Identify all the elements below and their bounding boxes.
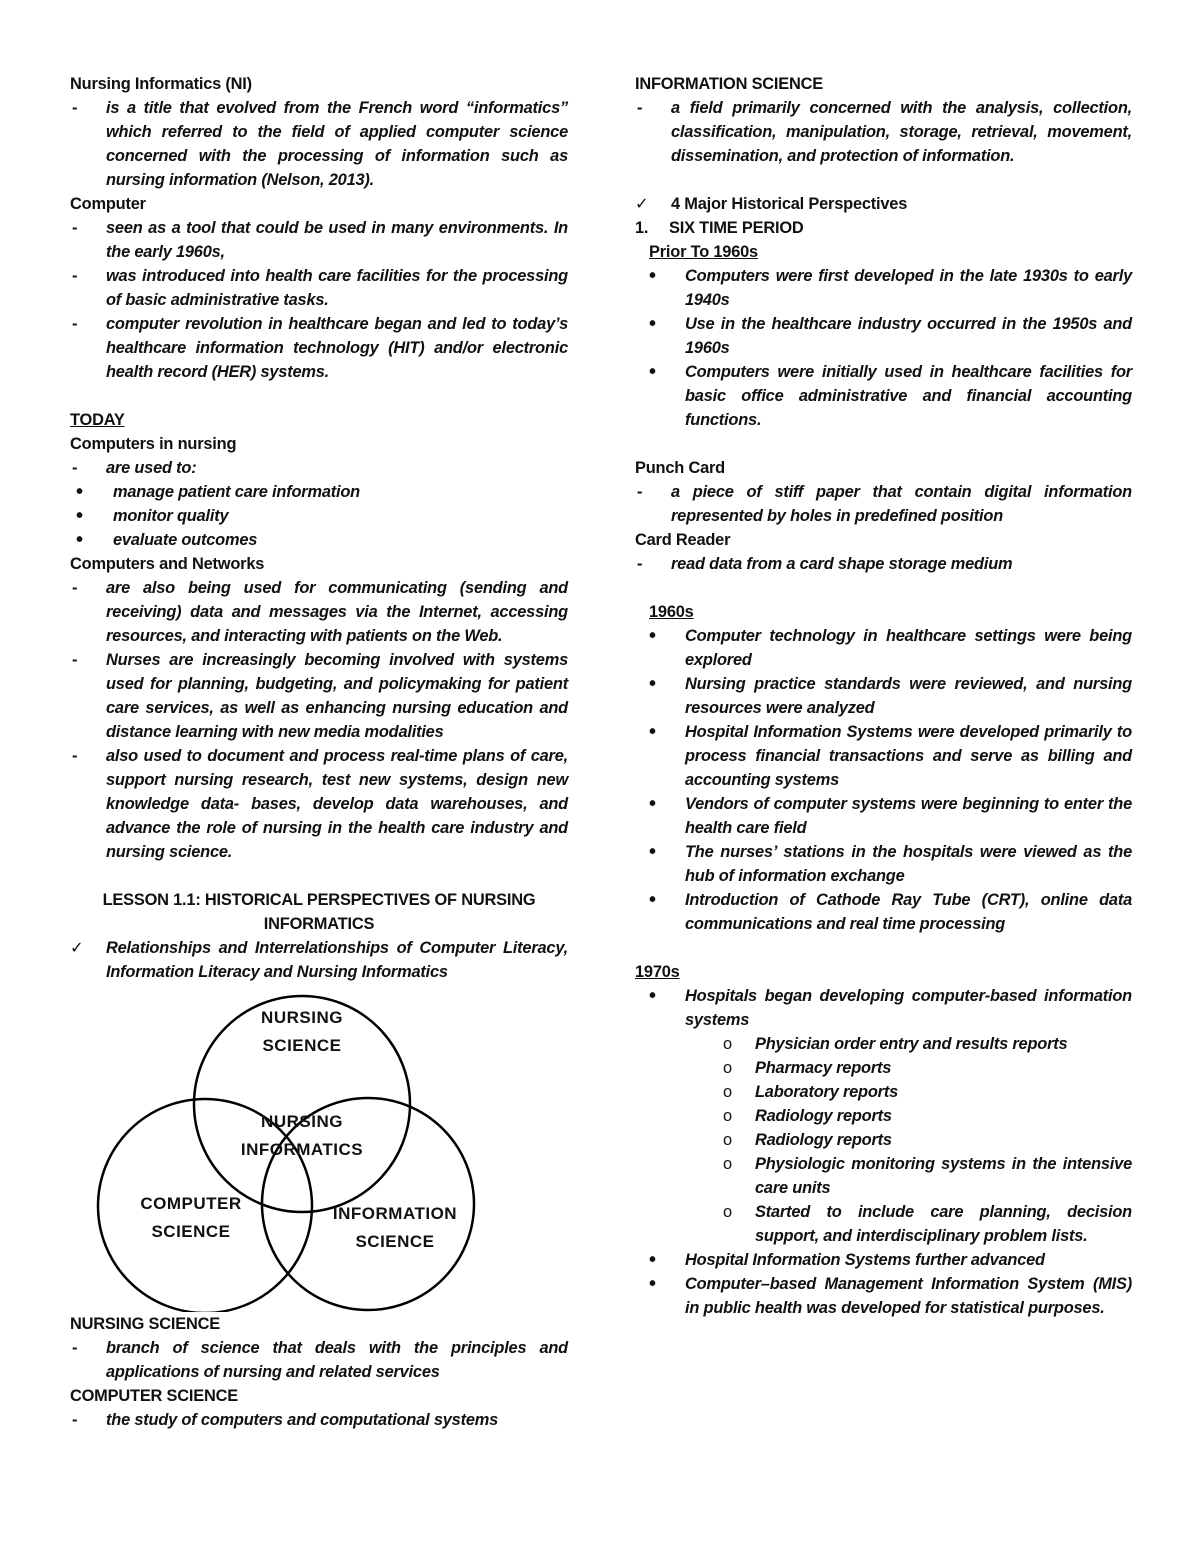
computer-science-definition: - the study of computers and computational systems (70, 1408, 568, 1432)
card-reader-definition: - read data from a card shape storage medium (635, 552, 1132, 576)
1960s-heading: 1960s (649, 603, 694, 621)
checkmark-icon: ✓ (635, 195, 649, 213)
1960s-item: • The nurses’ stations in the hospitals were viewed as the hub of information exchange (635, 840, 1132, 888)
lesson-title: LESSON 1.1: HISTORICAL PERSPECTIVES OF NURSING INFORMATICS (102, 891, 536, 933)
relationships-text: Relationships and Interrelationships of Computer Literacy, Information Literacy and Nursing Informatics (106, 939, 568, 981)
card-reader-heading: Card Reader (635, 531, 731, 549)
list-number: 1. (635, 219, 649, 237)
relationships-check-item (70, 936, 568, 984)
computers-in-nursing-item: • manage patient care information (70, 480, 568, 504)
computers-in-nursing-heading: Computers in nursing (70, 435, 237, 453)
nursing-science-heading: NURSING SCIENCE (70, 1315, 220, 1333)
computer-heading: Computer (70, 195, 146, 213)
1970s-subitem: o Started to include care planning, decision support, and interdisciplinary problem lists. (635, 1200, 1132, 1248)
major-perspectives-text: 4 Major Historical Perspectives (671, 195, 908, 213)
information-science-heading: INFORMATION SCIENCE (635, 75, 824, 93)
computer-item: - seen as a tool that could be used in many environments. In the early 1960s, (70, 216, 568, 264)
today-heading: TODAY (70, 411, 125, 429)
computer-item: - was introduced into health care facilities for the processing of basic administrative tasks. (70, 264, 568, 312)
ni-definition: - is a title that evolved from the French word “informatics” which referred to the field of applied computer science concerned with the processing of information such as nursing information (Nelson, 2013). (70, 96, 568, 192)
1960s-item: • Vendors of computer systems were beginning to enter the health care field (635, 792, 1132, 840)
computers-in-nursing-lead: - are used to: (70, 456, 568, 480)
1960s-item: • Computer technology in healthcare settings were being explored (635, 624, 1132, 672)
1960s-item: • Nursing practice standards were reviewed, and nursing resources were analyzed (635, 672, 1132, 720)
1960s-item: • Introduction of Cathode Ray Tube (CRT), online data communications and real time processing (635, 888, 1132, 936)
computers-and-networks-item: - are also being used for communicating (sending and receiving) data and messages via the Internet, accessing resources, and interacting with patients on the Web. (70, 576, 568, 648)
1970s-subitem: o Pharmacy reports (635, 1056, 1132, 1080)
computers-and-networks-item: - Nurses are increasingly becoming involved with systems used for planning, budgeting, and policymaking for patient care services, as well as enhancing nursing education and distance learning with new media modalities (70, 648, 568, 744)
1970s-subitem: o Radiology reports (635, 1104, 1132, 1128)
left-column (70, 72, 568, 1432)
1970s-subitem: o Physician order entry and results reports (635, 1032, 1132, 1056)
venn-label-nursing-science: NURSING SCIENCE (261, 1008, 343, 1055)
nursing-science-definition: - branch of science that deals with the principles and applications of nursing and related services (70, 1336, 568, 1384)
1970s-subitem: o Radiology reports (635, 1128, 1132, 1152)
computer-science-heading: COMPUTER SCIENCE (70, 1387, 239, 1405)
1970s-item: • Computer–based Management Information System (MIS) in public health was developed for statistical purposes. (635, 1272, 1132, 1320)
prior-1960s-heading: Prior To 1960s (649, 243, 758, 261)
six-time-period-item (635, 216, 1132, 240)
punch-card-definition: - a piece of stiff paper that contain digital information represented by holes in predefined position (635, 480, 1132, 528)
prior-1960s-item: • Computers were first developed in the late 1930s to early 1940s (635, 264, 1132, 312)
right-column (635, 72, 1132, 1320)
1960s-item: • Hospital Information Systems were developed primarily to process financial transactions and serve as billing and accounting systems (635, 720, 1132, 792)
venn-label-information-science: INFORMATION SCIENCE (332, 1204, 458, 1251)
1970s-item: • Hospital Information Systems further advanced (635, 1248, 1132, 1272)
1970s-heading: 1970s (635, 963, 680, 981)
venn-label-computer-science: COMPUTER SCIENCE (140, 1194, 242, 1241)
information-science-definition: - a field primarily concerned with the analysis, collection, classification, manipulation, storage, retrieval, movement, dissemination, and protection of information. (635, 96, 1132, 168)
1970s-subitem: o Physiologic monitoring systems in the intensive care units (635, 1152, 1132, 1200)
1970s-item: • Hospitals began developing computer-based information systems (635, 984, 1132, 1032)
ni-heading: Nursing Informatics (NI) (70, 75, 252, 93)
1970s-subitem: o Laboratory reports (635, 1080, 1132, 1104)
prior-1960s-item: • Computers were initially used in healthcare facilities for basic office administrative and financial accounting functions. (635, 360, 1132, 432)
computers-and-networks-item: - also used to document and process real-time plans of care, support nursing research, test new systems, design new knowledge data- bases, develop data warehouses, and advance the role of nursing in the health care industry and nursing science. (70, 744, 568, 864)
computers-in-nursing-item: • monitor quality (70, 504, 568, 528)
prior-1960s-item: • Use in the healthcare industry occurred in the 1950s and 1960s (635, 312, 1132, 360)
computer-item: - computer revolution in healthcare began and led to today’s healthcare information technology (HIT) and/or electronic health record (HER) systems. (70, 312, 568, 384)
venn-label-nursing-informatics: NURSING INFORMATICS (240, 1112, 364, 1159)
computers-and-networks-heading: Computers and Networks (70, 555, 265, 573)
computers-in-nursing-item: • evaluate outcomes (70, 528, 568, 552)
major-perspectives-item (635, 192, 1132, 216)
six-time-period-text: SIX TIME PERIOD (669, 219, 804, 237)
punch-card-heading: Punch Card (635, 459, 725, 477)
checkmark-icon: ✓ (70, 939, 84, 957)
venn-diagram (70, 988, 568, 1312)
